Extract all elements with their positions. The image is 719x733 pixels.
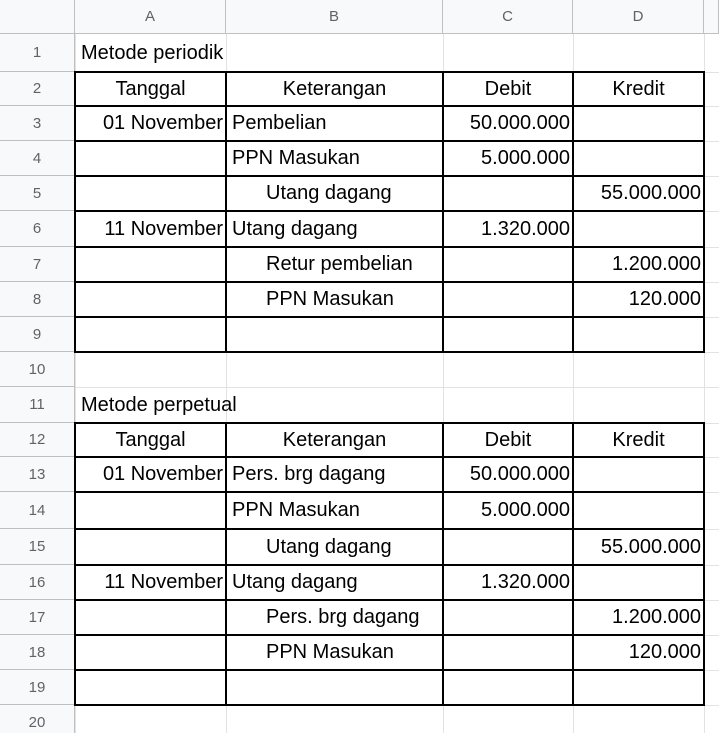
perpetual-row-2-keterangan[interactable]: Utang dagang [266, 535, 392, 558]
perpetual-row-1-tanggal[interactable] [75, 492, 226, 529]
periodik-border-horizontal [74, 71, 705, 73]
row-header-6[interactable]: 6 [0, 211, 75, 247]
periodik-border-vertical [703, 71, 705, 353]
row-header-16[interactable]: 16 [0, 565, 75, 600]
perpetual-row-0-tanggal[interactable]: 01 November [102, 463, 223, 485]
row-header-4[interactable]: 4 [0, 141, 75, 176]
perpetual-row-5-debit[interactable] [443, 635, 573, 670]
row-header-19[interactable]: 19 [0, 670, 75, 705]
periodik-header-kredit[interactable]: Kredit [612, 77, 665, 100]
column-header-a[interactable]: A [75, 0, 226, 34]
periodik-row-2-debit[interactable] [443, 176, 573, 211]
perpetual-border-horizontal [74, 456, 705, 458]
periodik-border-horizontal [74, 105, 705, 107]
periodik-border-horizontal [74, 351, 705, 353]
periodik-row-3-tanggal[interactable]: 11 November [104, 217, 223, 240]
row-header-9[interactable]: 9 [0, 317, 75, 352]
perpetual-row-6-keterangan[interactable] [226, 670, 443, 705]
periodik-row-0-debit[interactable]: 50.000.000 [469, 112, 570, 134]
perpetual-row-6-kredit[interactable] [573, 670, 704, 705]
perpetual-border-horizontal [74, 669, 705, 671]
column-header-extra[interactable] [704, 0, 719, 34]
perpetual-header-tanggal[interactable]: Tanggal [115, 428, 186, 451]
row-header-7[interactable]: 7 [0, 247, 75, 282]
perpetual-header-debit[interactable]: Debit [484, 428, 532, 451]
perpetual-row-2-kredit[interactable]: 55.000.000 [600, 535, 701, 558]
row-header-13[interactable]: 13 [0, 457, 75, 492]
periodik-row-2-kredit[interactable]: 55.000.000 [600, 182, 701, 204]
periodik-row-3-kredit[interactable] [573, 211, 704, 247]
column-header-c[interactable]: C [443, 0, 573, 34]
periodik-row-5-tanggal[interactable] [75, 282, 226, 317]
periodik-border-horizontal [74, 316, 705, 318]
periodik-row-0-tanggal[interactable]: 01 November [102, 112, 223, 134]
row-header-20[interactable]: 20 [0, 705, 75, 733]
periodik-row-4-kredit[interactable]: 1.200.000 [612, 253, 701, 275]
periodik-row-6-keterangan[interactable] [226, 317, 443, 352]
perpetual-row-5-tanggal[interactable] [75, 635, 226, 670]
periodik-row-1-debit[interactable]: 5.000.000 [481, 147, 570, 169]
periodik-border-vertical [225, 71, 227, 353]
perpetual-row-5-kredit[interactable]: 120.000 [628, 641, 701, 663]
row-header-3[interactable]: 3 [0, 106, 75, 141]
row-header-15[interactable]: 15 [0, 529, 75, 565]
periodik-row-2-tanggal[interactable] [75, 176, 226, 211]
periodik-header-keterangan[interactable]: Keterangan [282, 77, 387, 100]
perpetual-row-0-keterangan[interactable]: Pers. brg dagang [232, 463, 386, 485]
periodik-row-0-kredit[interactable] [573, 106, 704, 141]
perpetual-row-3-kredit[interactable] [573, 565, 704, 600]
periodik-row-1-tanggal[interactable] [75, 141, 226, 176]
perpetual-border-horizontal [74, 528, 705, 530]
periodik-border-horizontal [74, 246, 705, 248]
perpetual-border-horizontal [74, 564, 705, 566]
row-header-5[interactable]: 5 [0, 176, 75, 211]
periodik-row-6-debit[interactable] [443, 317, 573, 352]
perpetual-border-horizontal [74, 491, 705, 493]
periodik-row-6-tanggal[interactable] [75, 317, 226, 352]
perpetual-border-horizontal [74, 599, 705, 601]
periodik-row-1-keterangan[interactable]: PPN Masukan [232, 147, 360, 169]
perpetual-row-6-tanggal[interactable] [75, 670, 226, 705]
perpetual-row-1-keterangan[interactable]: PPN Masukan [232, 499, 360, 521]
row-header-10[interactable]: 10 [0, 352, 75, 387]
row-header-2[interactable]: 2 [0, 72, 75, 106]
perpetual-row-1-debit[interactable]: 5.000.000 [481, 499, 570, 521]
row-header-12[interactable]: 12 [0, 423, 75, 457]
periodik-border-horizontal [74, 281, 705, 283]
row-header-8[interactable]: 8 [0, 282, 75, 317]
perpetual-row-5-keterangan[interactable]: PPN Masukan [266, 641, 394, 663]
periodik-row-0-keterangan[interactable]: Pembelian [232, 112, 327, 134]
perpetual-row-6-debit[interactable] [443, 670, 573, 705]
row-header-11[interactable]: 11 [0, 387, 75, 423]
column-header-b[interactable]: B [226, 0, 443, 34]
periodik-border-vertical [442, 71, 444, 353]
periodik-border-horizontal [74, 140, 705, 142]
perpetual-row-4-tanggal[interactable] [75, 600, 226, 635]
perpetual-row-2-debit[interactable] [443, 529, 573, 565]
periodik-row-3-keterangan[interactable]: Utang dagang [232, 217, 358, 240]
periodik-header-tanggal[interactable]: Tanggal [115, 77, 186, 100]
perpetual-row-3-keterangan[interactable]: Utang dagang [232, 571, 358, 593]
periodik-row-1-kredit[interactable] [573, 141, 704, 176]
periodik-row-4-tanggal[interactable] [75, 247, 226, 282]
perpetual-row-3-tanggal[interactable]: 11 November [104, 571, 223, 593]
perpetual-header-kredit[interactable]: Kredit [612, 428, 665, 451]
periodik-row-5-debit[interactable] [443, 282, 573, 317]
perpetual-row-2-tanggal[interactable] [75, 529, 226, 565]
perpetual-row-3-debit[interactable]: 1.320.000 [481, 571, 570, 593]
periodik-title[interactable]: Metode periodik [81, 41, 224, 64]
periodik-row-3-debit[interactable]: 1.320.000 [481, 217, 570, 240]
periodik-border-horizontal [74, 210, 705, 212]
perpetual-row-0-debit[interactable]: 50.000.000 [469, 463, 570, 485]
row-header-1[interactable]: 1 [0, 34, 75, 72]
perpetual-row-0-kredit[interactable] [573, 457, 704, 492]
periodik-border-vertical [572, 71, 574, 353]
periodik-row-5-kredit[interactable]: 120.000 [628, 288, 701, 310]
periodik-border-horizontal [74, 175, 705, 177]
row-header-17[interactable]: 17 [0, 600, 75, 635]
perpetual-header-keterangan[interactable]: Keterangan [282, 428, 387, 451]
perpetual-row-4-kredit[interactable]: 1.200.000 [612, 606, 701, 628]
periodik-border-vertical [74, 71, 76, 353]
periodik-row-4-debit[interactable] [443, 247, 573, 282]
column-header-d[interactable]: D [573, 0, 704, 34]
row-header-18[interactable]: 18 [0, 635, 75, 670]
periodik-row-5-keterangan[interactable]: PPN Masukan [266, 288, 394, 310]
perpetual-border-horizontal [74, 634, 705, 636]
periodik-row-4-keterangan[interactable]: Retur pembelian [266, 253, 413, 275]
periodik-header-debit[interactable]: Debit [484, 77, 532, 100]
row-header-14[interactable]: 14 [0, 492, 75, 529]
select-all-corner[interactable] [0, 0, 75, 34]
perpetual-row-4-debit[interactable] [443, 600, 573, 635]
periodik-row-6-kredit[interactable] [573, 317, 704, 352]
perpetual-row-4-keterangan[interactable]: Pers. brg dagang [266, 606, 420, 628]
perpetual-border-horizontal [74, 704, 705, 706]
perpetual-title[interactable]: Metode perpetual [81, 393, 237, 416]
periodik-row-2-keterangan[interactable]: Utang dagang [266, 182, 392, 204]
perpetual-row-1-kredit[interactable] [573, 492, 704, 529]
perpetual-border-horizontal [74, 422, 705, 424]
